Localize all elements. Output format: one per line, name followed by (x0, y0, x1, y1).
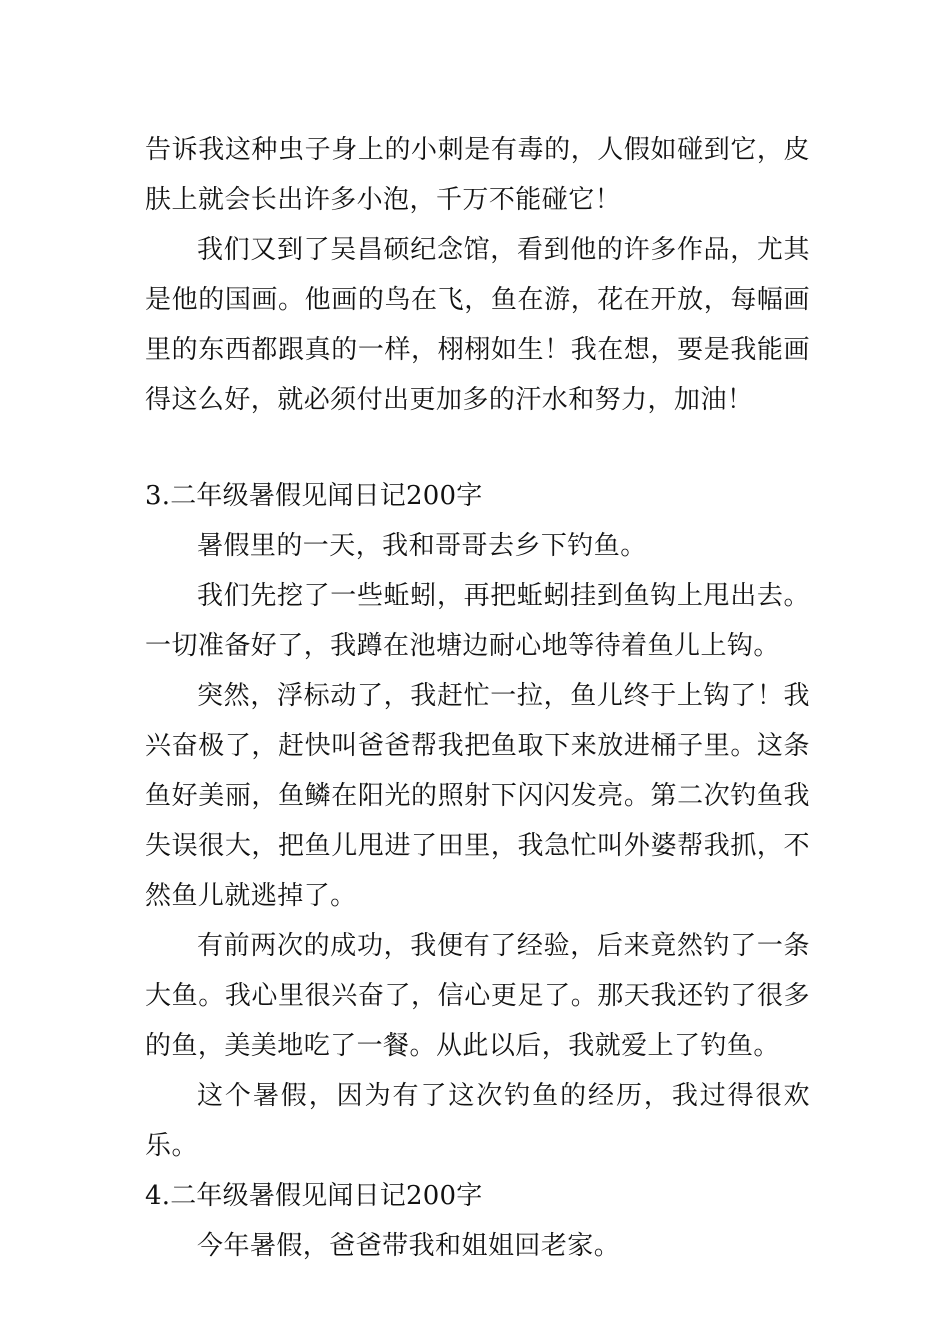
paragraph-caterpillar-warning: 告诉我这种虫子身上的小刺是有毒的，人假如碰到它，皮肤上就会长出许多小泡，千万不能碰它！ (145, 135, 810, 215)
document-body (145, 125, 810, 1271)
section-heading-4: 4.二年级暑假见闻日记200字 (145, 1181, 483, 1211)
paragraph-fishing-catch: 突然，浮标动了，我赶忙一拉，鱼儿终于上钩了！我兴奋极了，赶快叫爸爸帮我把鱼取下来放进桶子里。这条鱼好美丽，鱼鳞在阳光的照射下闪闪发亮。第二次钓鱼我失误很大，把鱼儿甩进了田里，我急忙叫外婆帮我抓，不然鱼儿就逃掉了。 (145, 681, 810, 911)
paragraph-fishing-conclusion: 这个暑假，因为有了这次钓鱼的经历，我过得很欢乐。 (145, 1081, 810, 1161)
paragraph-fishing-experience: 有前两次的成功，我便有了经验，后来竟然钓了一条大鱼。我心里很兴奋了，信心更足了。那天我还钓了很多的鱼，美美地吃了一餐。从此以后，我就爱上了钓鱼。 (145, 931, 810, 1061)
paragraph-memorial-hall: 我们又到了吴昌硕纪念馆，看到他的许多作品，尤其是他的国画。他画的鸟在飞，鱼在游，花在开放，每幅画里的东西都跟真的一样，栩栩如生！我在想，要是我能画得这么好，就必须付出更加多的汗水和努力，加油！ (145, 235, 810, 415)
section-gap (145, 425, 810, 471)
paragraph-hometown-trip: 今年暑假，爸爸带我和姐姐回老家。 (197, 1231, 621, 1261)
section-heading-3: 3.二年级暑假见闻日记200字 (145, 481, 483, 511)
paragraph-fishing-preparation: 我们先挖了一些蚯蚓，再把蚯蚓挂到鱼钩上甩出去。一切准备好了，我蹲在池塘边耐心地等待着鱼儿上钩。 (145, 581, 810, 661)
paragraph-fishing-intro: 暑假里的一天，我和哥哥去乡下钓鱼。 (197, 531, 647, 561)
